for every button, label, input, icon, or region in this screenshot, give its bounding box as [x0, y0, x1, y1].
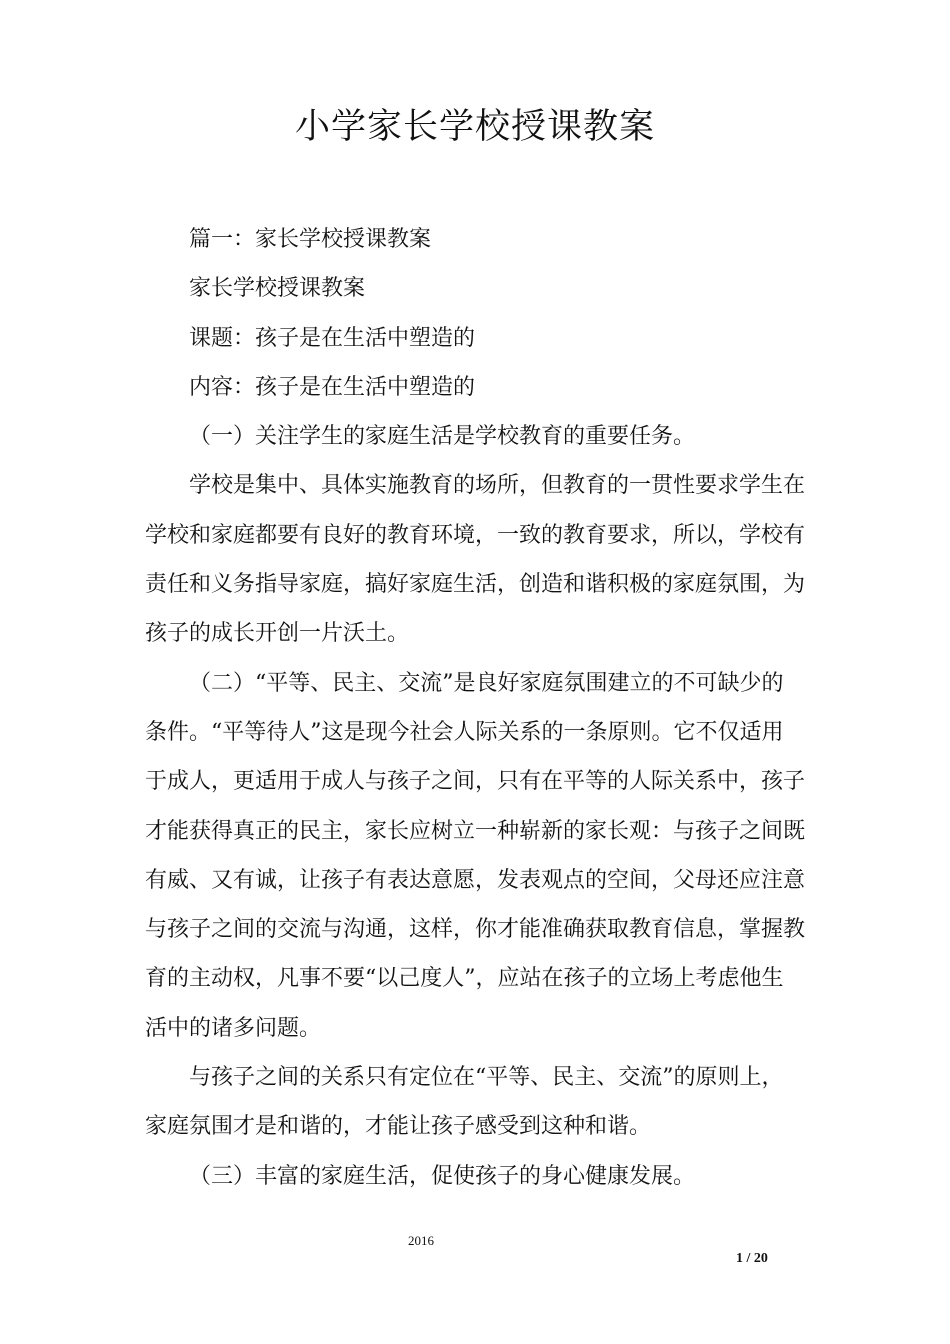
text-line: 家庭氛围才是和谐的，才能让孩子感受到这种和谐。 — [145, 1114, 652, 1140]
text-line: 内容：孩子是在生活中塑造的 — [189, 374, 476, 400]
text-line: 条件。“平等待人”这是现今社会人际关系的一条原则。它不仅适用 — [145, 719, 784, 745]
document-title: 小学家长学校授课教案 — [294, 107, 655, 147]
text-line: 家长学校授课教案 — [189, 276, 366, 302]
text-line: （二）“平等、民主、交流”是良好家庭氛围建立的不可缺少的 — [189, 670, 784, 696]
text-line: 育的主动权，凡事不要“以己度人”，应站在孩子的立场上考虑他生 — [145, 966, 784, 992]
text-line: 责任和义务指导家庭，搞好家庭生活，创造和谐积极的家庭氛围，为 — [145, 572, 805, 598]
text-line: （一）关注学生的家庭生活是学校教育的重要任务。 — [189, 424, 696, 450]
document-body — [145, 215, 805, 1201]
text-line: （三）丰富的家庭生活，促使孩子的身心健康发展。 — [189, 1163, 696, 1189]
text-line: 活中的诸多问题。 — [145, 1015, 322, 1041]
footer-year: 2016 — [408, 1233, 434, 1248]
text-line: 与孩子之间的关系只有定位在“平等、民主、交流”的原则上， — [189, 1065, 784, 1091]
text-line: 于成人，更适用于成人与孩子之间，只有在平等的人际关系中，孩子 — [145, 769, 805, 795]
text-line: 与孩子之间的交流与沟通，这样，你才能准确获取教育信息，掌握教 — [145, 917, 805, 943]
text-line: 学校是集中、具体实施教育的场所，但教育的一贯性要求学生在 — [189, 473, 805, 499]
text-line: 才能获得真正的民主，家长应树立一种崭新的家长观：与孩子之间既 — [145, 818, 805, 844]
text-line: 孩子的成长开创一片沃土。 — [145, 621, 410, 647]
text-line: 篇一：家长学校授课教案 — [189, 227, 432, 252]
text-line: 有威、又有诚，让孩子有表达意愿，发表观点的空间，父母还应注意 — [145, 867, 805, 893]
text-line: 课题：孩子是在生活中塑造的 — [189, 325, 476, 351]
text-line: 学校和家庭都要有良好的教育环境，一致的教育要求，所以，学校有 — [145, 522, 805, 548]
page-number: 1 / 20 — [736, 1251, 768, 1266]
